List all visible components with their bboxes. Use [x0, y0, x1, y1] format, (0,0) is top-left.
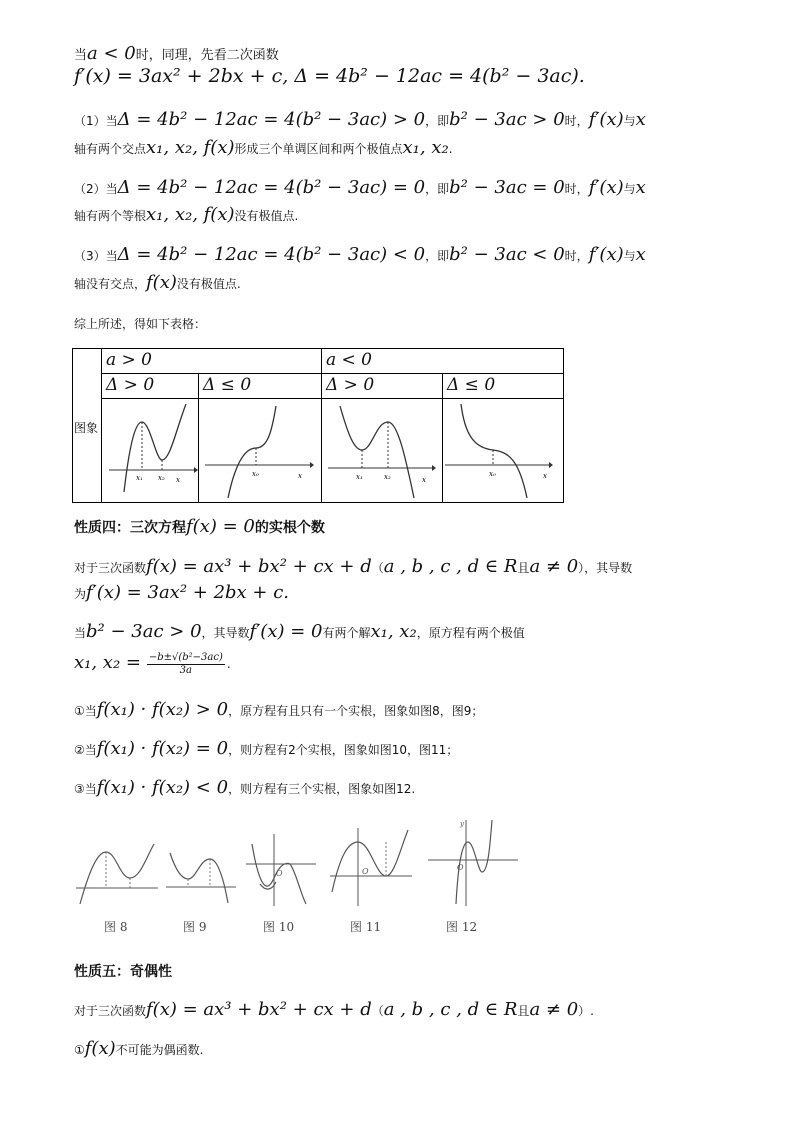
graph-1-label-x1: x₁ [136, 474, 143, 482]
case-3-line-a: （3）当Δ = 4b² − 12ac = 4(b² − 3ac) < 0，即b² − 3ac < 0时，f′(x)与x [74, 244, 646, 265]
fraction-denominator: 3a [179, 665, 192, 676]
caption-fig-12: 图 12 [446, 920, 478, 934]
prop5-line-1: 对于三次函数f(x) = ax³ + bx² + cx + d（a , b , c , d ∈ R且a ≠ 0）. [74, 999, 594, 1020]
prop4-line-4: x₁, x₂ = $\frac{\text{−b±√(b²−3ac)}}{3a}$ . [74, 652, 231, 676]
caption-fig-9: 图 9 [183, 920, 207, 934]
line-1: 当a < 0时，同理，先看二次函数 [74, 43, 279, 64]
table-group-a-neg: a < 0 [322, 349, 563, 374]
case-1-line-b: 轴有两个交点x₁, x₂, f(x)形成三个单调区间和两个极值点x₁, x₂. [74, 137, 453, 158]
case-2-line-b: 轴有两个等根x₁, x₂, f(x)没有极值点. [74, 204, 299, 225]
prop5-item-1: ①f(x)不可能为偶函数. [74, 1038, 204, 1059]
summary-text: 综上所述，得如下表格： [74, 317, 207, 331]
table-row-label: 图象 [73, 349, 102, 502]
figure-10-origin: O [276, 869, 283, 878]
graph-a-pos-delta-le [200, 400, 320, 500]
caption-fig-10: 图 10 [263, 920, 295, 934]
figure-9 [166, 845, 236, 905]
prop5-title: 性质五：奇偶性 [74, 964, 172, 980]
table-group-a-pos: a > 0 [102, 349, 322, 374]
prop4-item-1: ①当f(x₁) · f(x₂) > 0，原方程有且只有一个实根，图象如图8，图9； [74, 699, 484, 720]
figure-12-axis-y: y [460, 820, 464, 828]
figure-8 [76, 838, 158, 908]
graph-3-label-x1: x₁ [356, 473, 363, 481]
table-col-2: Δ ≤ 0 [199, 374, 322, 399]
caption-fig-8: 图 8 [104, 920, 128, 934]
prop4-line-1: 对于三次函数f(x) = ax³ + bx² + cx + d（a , b , c , d ∈ R且a ≠ 0），其导数 [74, 556, 633, 577]
case-2-line-a: （2）当Δ = 4b² − 12ac = 4(b² − 3ac) = 0，即b² − 3ac = 0时，f′(x)与x [74, 177, 646, 198]
fraction-numerator: −b±√(b²−3ac) [148, 652, 223, 663]
graph-4-label-x: x [543, 472, 547, 480]
caption-fig-11: 图 11 [350, 920, 382, 934]
table-col-4: Δ ≤ 0 [443, 374, 563, 399]
case-1-line-a: （1）当Δ = 4b² − 12ac = 4(b² − 3ac) > 0，即b² − 3ac > 0时，f′(x)与x [74, 109, 646, 130]
case-3-line-b: 轴没有交点，f(x)没有极值点. [74, 272, 241, 293]
figure-11-origin: O [362, 867, 369, 876]
line-2: f′(x) = 3ax² + 2bx + c, Δ = 4b² − 12ac = 4(b² − 3ac). [74, 65, 585, 87]
prop4-line-2: 为f′(x) = 3ax² + 2bx + c. [74, 582, 290, 603]
graph-1-label-x: x [176, 476, 180, 484]
graph-4-label-x0: x₀ [489, 470, 496, 478]
prop4-title: 性质四：三次方程f(x) = 0的实根个数 [74, 516, 325, 537]
prop4-line-3: 当b² − 3ac > 0，其导数f′(x) = 0有两个解x₁, x₂，原方程有两个极值 [74, 621, 525, 642]
figure-11 [330, 826, 412, 908]
table-col-1: Δ > 0 [102, 374, 199, 399]
graph-a-pos-delta-pos [104, 400, 198, 500]
figure-12 [426, 816, 520, 908]
graph-3-label-x2: x₂ [384, 473, 391, 481]
figure-12-origin: O [457, 863, 464, 872]
graph-1-label-x2: x₂ [158, 474, 165, 482]
graph-2-label-x: x [298, 472, 302, 480]
table-col-3: Δ > 0 [322, 374, 443, 399]
figure-10 [246, 832, 320, 908]
graph-a-neg-delta-le [443, 400, 561, 500]
prop4-item-2: ②当f(x₁) · f(x₂) = 0，则方程有2个实根，图象如图10，图11； [74, 738, 459, 759]
graph-3-label-x: x [422, 476, 426, 484]
graph-2-label-x0: x₀ [252, 470, 259, 478]
graph-a-neg-delta-pos [322, 400, 440, 500]
prop4-item-3: ③当f(x₁) · f(x₂) < 0，则方程有三个实根，图象如图12. [74, 777, 416, 798]
